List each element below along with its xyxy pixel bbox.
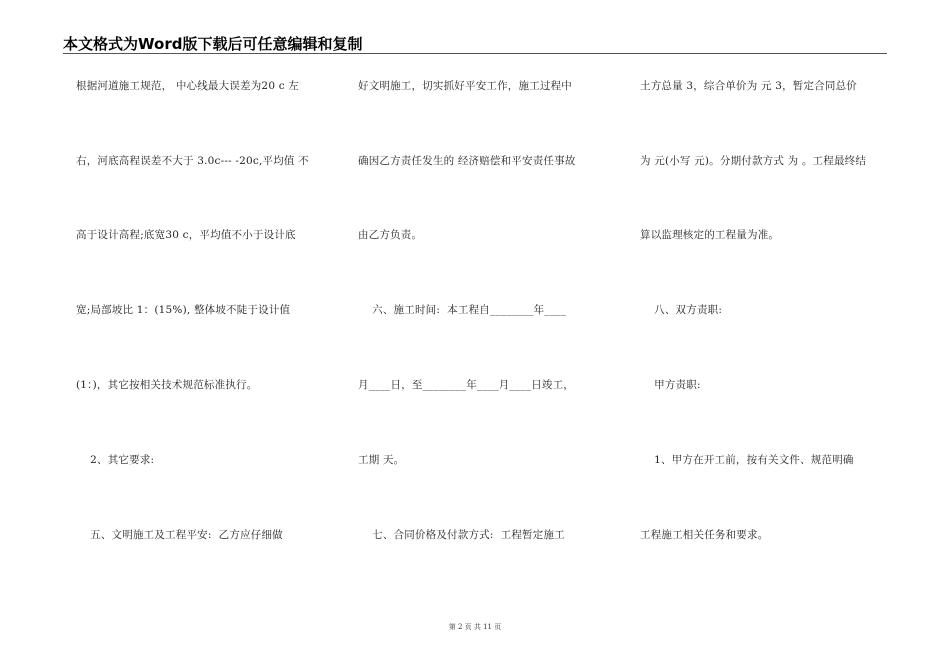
column-3-line: 1、甲方在开工前，按有关文件、规范明确 <box>640 454 854 466</box>
column-2-line: 确因乙方责任发生的 经济赔偿和平安责任事故 <box>358 155 576 167</box>
column-1-line: 2、其它要求: <box>76 454 155 466</box>
column-3-line: 甲方责职: <box>640 379 701 391</box>
column-1-line: (1：)，其它按相关技术规范标准执行。 <box>76 379 258 391</box>
column-3-line: 工程施工相关任务和要求。 <box>640 529 769 541</box>
column-3-line: 土方总量 3，综合单价为 元 3，暂定合同总价 <box>640 80 857 92</box>
column-2-line: 月____日，至________年____月____日竣工， <box>358 379 574 391</box>
column-3-line: 为 元(小写 元)。分期付款方式 为 。工程最终结 <box>640 155 867 167</box>
column-2-line: 由乙方负责。 <box>358 229 423 241</box>
column-1-line: 高于设计高程;底宽30 c，平均值不小于设计底 <box>76 229 296 241</box>
column-2-line: 七、合同价格及付款方式: 工程暂定施工 <box>358 529 565 541</box>
column-1-line: 右，河底高程误差不大于 3.0c--- -20c,平均值 不 <box>76 155 309 167</box>
column-3-line: 算以监理核定的工程量为准。 <box>640 229 780 241</box>
column-1-line: 宽;局部坡比 1：(15%), 整体坡不陡于设计值 <box>76 304 291 316</box>
column-2-line: 好文明施工，切实抓好平安工作，施工过程中 <box>358 80 572 92</box>
column-1-line: 五、文明施工及工程平安: 乙方应仔细做 <box>76 529 283 541</box>
column-2-line: 工期 天。 <box>358 454 405 466</box>
header-divider <box>63 53 887 54</box>
column-2-line: 六、施工时间: 本工程自________年____ <box>358 304 567 316</box>
column-1-line: 根据河道施工规范， 中心线最大误差为20 c 左 <box>76 80 300 92</box>
column-3-line: 八、双方责职: <box>640 304 723 316</box>
document-header-title: 本文格式为Word版下载后可任意编辑和复制 <box>63 35 363 53</box>
page-number-footer: 第 2 页 共 11 页 <box>448 623 502 631</box>
